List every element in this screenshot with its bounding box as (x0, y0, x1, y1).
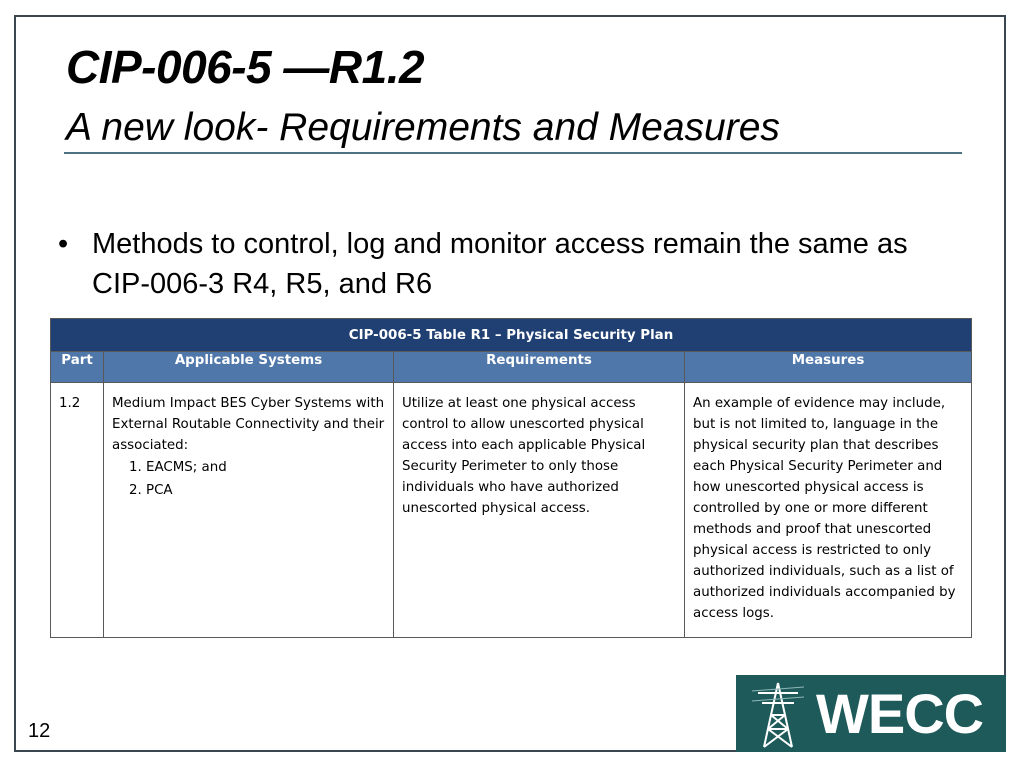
list-item: 1. EACMS; and (146, 456, 385, 479)
page-number: 12 (28, 720, 51, 742)
list-item: 2. PCA (146, 479, 385, 502)
transmission-tower-icon (752, 679, 804, 749)
wecc-logo (736, 675, 1006, 752)
title-underline (64, 152, 962, 154)
slide-subtitle: A new look- Requirements and Measures (66, 106, 780, 149)
cell-measure: An example of evidence may include, but is not limited to, language in the physical security plan that describes each Physical Security Perimeter and how unescorted physical access is controlled by one or more different methods and proof that unescorted physical access is restricted to only authorized individuals, such as a list of authorized individuals accompanied by access logs. (685, 383, 972, 638)
slide-title: CIP-006-5 —R1.2 (66, 41, 425, 93)
logo-text: WECC (816, 682, 984, 745)
column-header-part: Part (51, 352, 104, 383)
bullet-marker: • (58, 228, 69, 260)
cell-part: 1.2 (51, 383, 104, 638)
table-caption: CIP-006-5 Table R1 – Physical Security Plan (51, 319, 972, 352)
column-header-applicable-systems: Applicable Systems (104, 352, 394, 383)
physical-security-plan-table (50, 318, 972, 638)
systems-list (112, 456, 385, 502)
systems-intro: Medium Impact BES Cyber Systems with External Routable Connectivity and their associated: (112, 396, 385, 453)
bullet-item (58, 224, 938, 304)
table-row (51, 383, 972, 638)
cell-requirement: Utilize at least one physical access control to allow unescorted physical access into each applicable Physical Security Perimeter to only those individuals who have authorized unescorted physical access. (394, 383, 685, 638)
column-header-requirements: Requirements (394, 352, 685, 383)
column-header-measures: Measures (685, 352, 972, 383)
bullet-text: Methods to control, log and monitor access remain the same as CIP-006-3 R4, R5, and R6 (92, 228, 908, 300)
cell-applicable-systems (104, 383, 394, 638)
